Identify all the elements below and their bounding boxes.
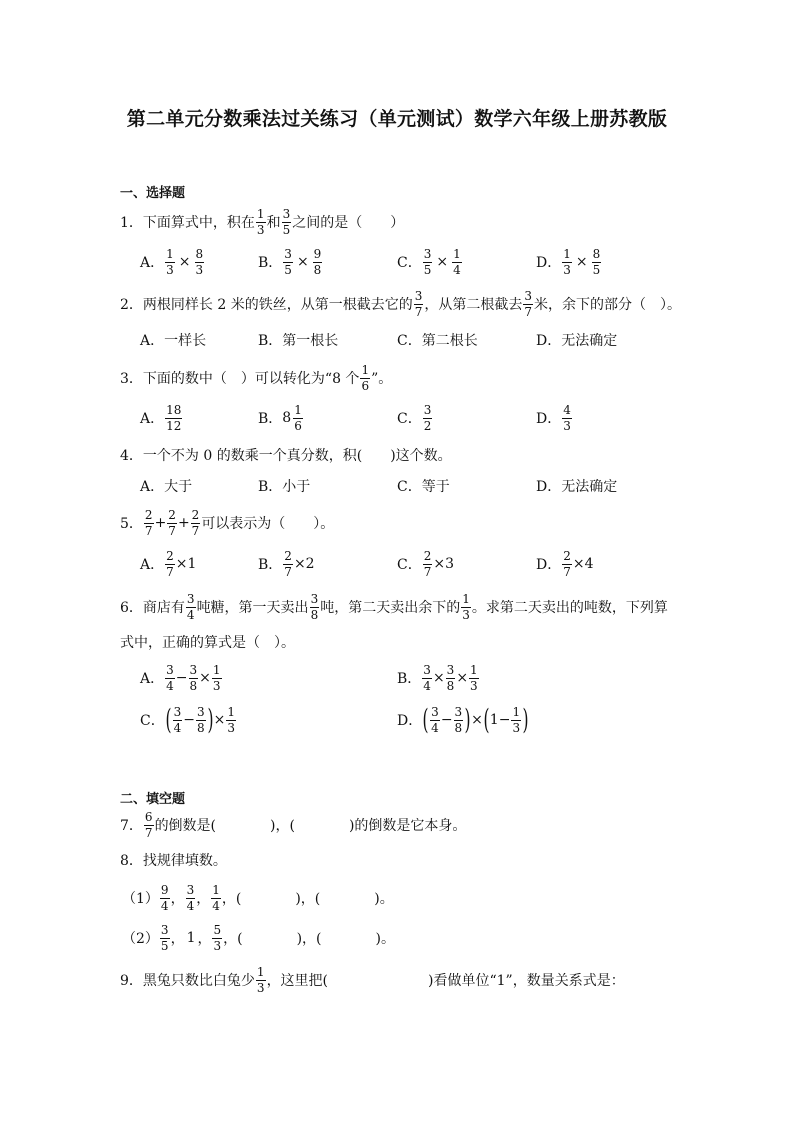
q3-option-d[interactable]: D． $\frac{4}{3}$	[536, 402, 571, 433]
q1-number: 1．	[120, 215, 143, 231]
q2-fraction-1: $\frac{3}{7}$	[414, 288, 423, 319]
q3-fraction: $\frac{1}{6}$	[361, 362, 370, 393]
q6-option-a[interactable]: A． $\frac{3}{4}$ − $\frac{3}{8}$ × $\frac{1}{3}$	[140, 662, 221, 693]
question-8-part-1: （1） $\frac{9}{4}$ ， $\frac{3}{4}$ ， $\frac{1}{4}$ ，( )，( )。	[122, 882, 394, 913]
q2-option-d[interactable]: D．无法确定	[536, 333, 618, 349]
q2-option-b[interactable]: B．第一根长	[258, 333, 339, 349]
question-7: 7． $\frac{6}{7}$ 的倒数是( )，( )的倒数是它本身。	[120, 809, 467, 840]
page-title: 第二单元分数乘法过关练习（单元测试）数学六年级上册苏教版	[126, 108, 668, 130]
question-2: 2． 两根同样长 2 米的铁丝，从第一根截去它的 $\frac{3}{7}$ ，从第二根截去 $\frac{3}{7}$ 米，余下的部分（ ）。	[120, 288, 682, 319]
question-6: 6． 商店有 $\frac{3}{4}$ 吨糖，第一天卖出 $\frac{3}{8}$ 吨，第二天卖出余下的 $\frac{1}{3}$ 。求第二天卖出的吨数，下列算	[120, 591, 668, 622]
question-9: 9． 黑兔只数比白兔少 $\frac{1}{3}$ ，这里把( )看做单位“1”，数量关系式是：	[120, 964, 625, 995]
q4-option-a[interactable]: A．大于	[140, 479, 193, 495]
q3-option-a[interactable]: A． $\frac{18}{12}$	[140, 402, 182, 433]
question-8: 8． 找规律填数。	[120, 853, 227, 869]
q1-fraction-2: $\frac{3}{5}$	[282, 206, 291, 237]
q1-option-b[interactable]: B． $\frac{3}{5}$ × $\frac{9}{8}$	[258, 246, 322, 277]
question-8-part-2: （2） $\frac{3}{5}$ ， 1 ， $\frac{5}{3}$ ，( )，( )。	[122, 922, 395, 953]
q2-fraction-2: $\frac{3}{7}$	[524, 288, 533, 319]
question-1	[120, 200, 404, 244]
q1-text-1: 下面算式中，积在	[142, 215, 255, 231]
q1-option-c[interactable]: C． $\frac{3}{5}$ × $\frac{1}{4}$	[397, 246, 461, 277]
section-heading-fill: 二、填空题	[120, 792, 186, 807]
q3-option-b[interactable]: B． 8 $\frac{1}{6}$	[258, 402, 302, 433]
q2-option-a[interactable]: A．一样长	[140, 333, 207, 349]
q6-option-c[interactable]: C． ( $\frac{3}{4}$ − $\frac{3}{8}$ ) × $\frac{1}{3}$	[140, 703, 235, 736]
question-6-line-2: 式中，正确的算式是（ ）。	[120, 635, 295, 651]
q5-option-c[interactable]: C． $\frac{2}{7}$ ×3	[397, 548, 454, 579]
q1-option-a[interactable]: A． $\frac{1}{3}$ × $\frac{8}{3}$	[140, 246, 204, 277]
q6-option-d[interactable]: D． ( $\frac{3}{4}$ − $\frac{3}{8}$ ) × ( 1 − $\frac{1}{3}$ )	[397, 703, 529, 736]
q1-text-3: 之间的是（ ）	[292, 215, 405, 231]
question-4: 4． 一个不为 0 的数乘一个真分数，积( )这个数。	[120, 448, 452, 464]
q1-fraction-1: $\frac{1}{3}$	[256, 206, 265, 237]
section-heading-choice: 一、选择题	[120, 186, 186, 201]
q5-option-a[interactable]: A． $\frac{2}{7}$ ×1	[140, 548, 197, 579]
q2-option-c[interactable]: C．第二根长	[397, 333, 478, 349]
q6-option-b[interactable]: B． $\frac{3}{4}$ × $\frac{3}{8}$ × $\frac{1}{3}$	[397, 662, 478, 693]
q5-option-d[interactable]: D． $\frac{2}{7}$ ×4	[536, 548, 594, 579]
q4-option-d[interactable]: D．无法确定	[536, 479, 618, 495]
q4-option-b[interactable]: B．小于	[258, 479, 311, 495]
q1-option-d[interactable]: D． $\frac{1}{3}$ × $\frac{8}{5}$	[536, 246, 601, 277]
question-3: 3． 下面的数中（ ）可以转化为“8 个 $\frac{1}{6}$ ”。	[120, 362, 393, 393]
q1-text-2: 和	[266, 215, 281, 231]
q5-option-b[interactable]: B． $\frac{2}{7}$ ×2	[258, 548, 315, 579]
q3-option-c[interactable]: C． $\frac{3}{2}$	[397, 402, 432, 433]
q4-option-c[interactable]: C．等于	[397, 479, 450, 495]
question-5: 5． $\frac{2}{7}$ + $\frac{2}{7}$ + $\frac{2}{7}$ 可以表示为（ ）。	[120, 507, 335, 538]
